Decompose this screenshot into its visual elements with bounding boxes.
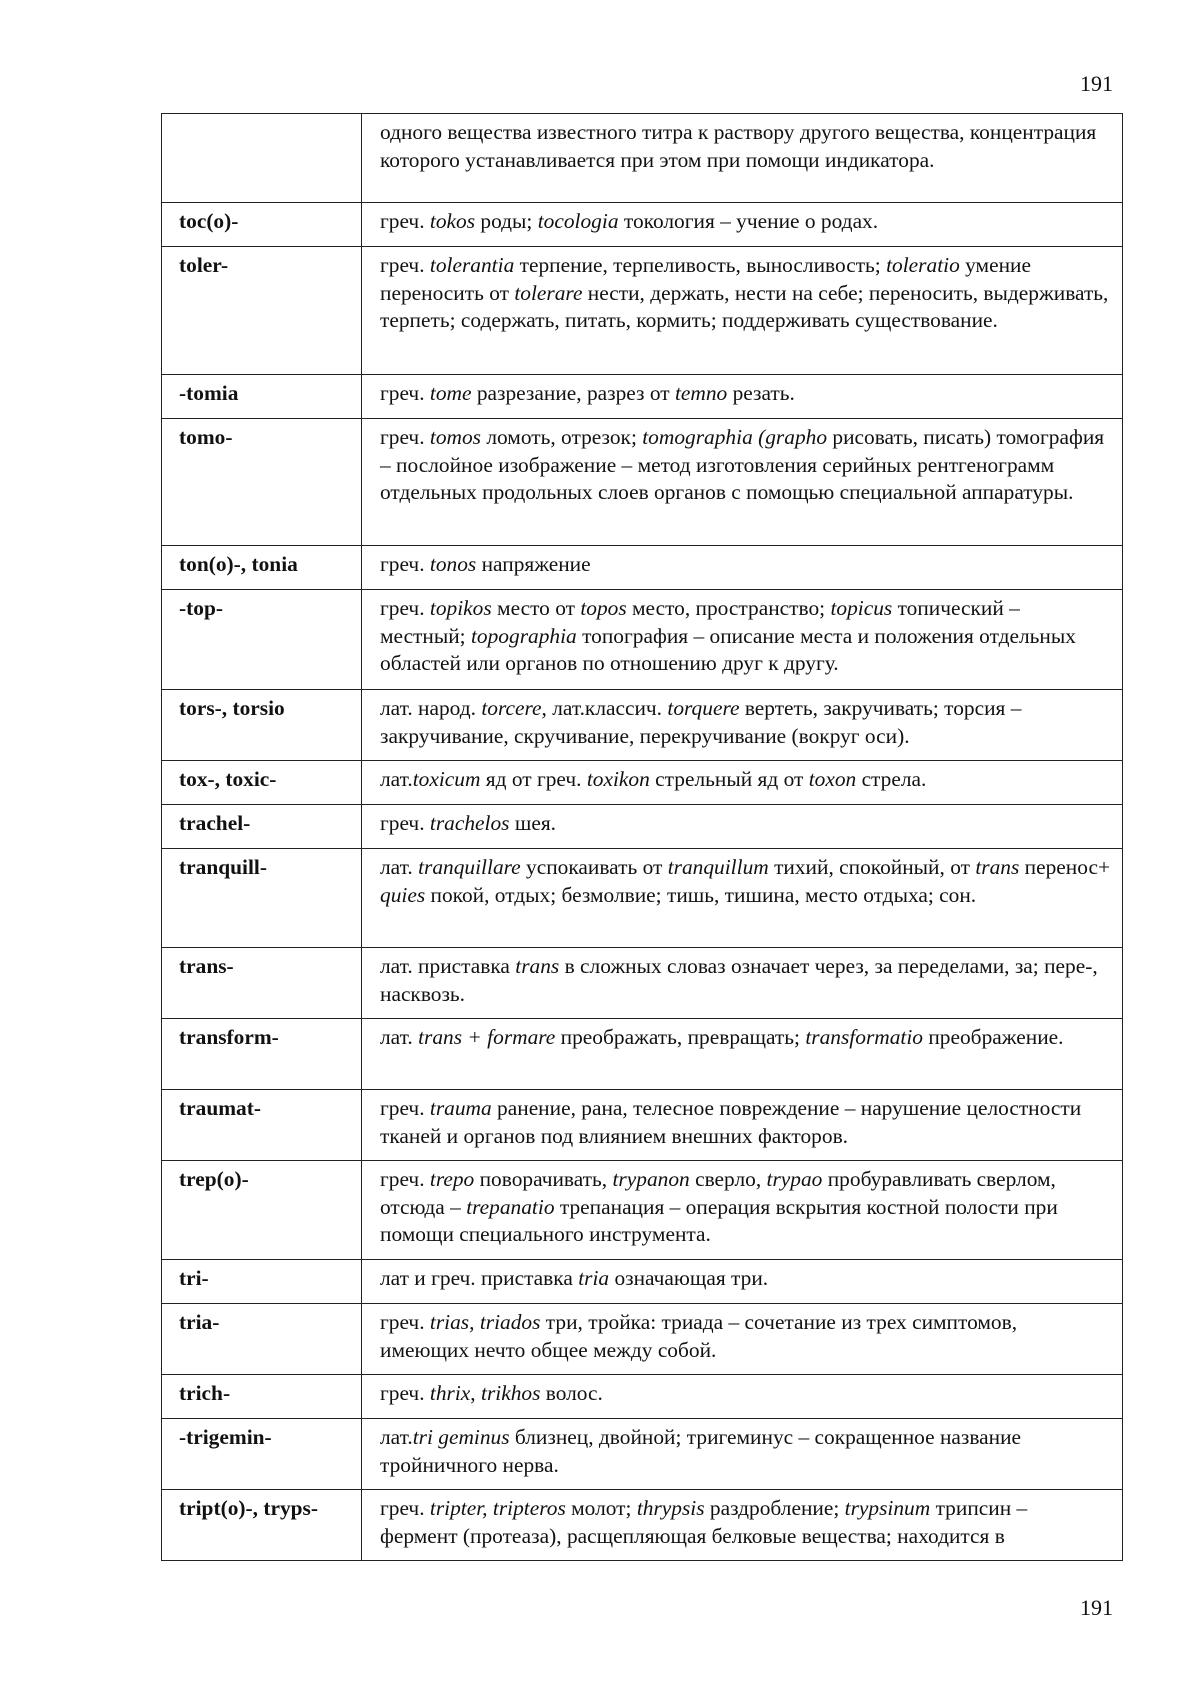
definition-text: преображать, превращать; xyxy=(555,1025,806,1049)
table-row xyxy=(162,1019,1123,1090)
entry-term: tri- xyxy=(162,1260,362,1304)
table-row xyxy=(162,1260,1123,1304)
definition-term-italic: temno xyxy=(674,381,728,405)
definition-term-italic: tranquillare xyxy=(418,855,521,879)
definition-term-italic: trikhos xyxy=(481,1381,541,1405)
definition-term-italic: transformatio xyxy=(805,1025,923,1049)
definition-term-italic: trias, triados xyxy=(429,1310,541,1334)
definition-term-italic: torquere xyxy=(667,696,740,720)
definition-text: успокаивать от xyxy=(520,855,668,879)
definition-term-italic: tripter, tripteros xyxy=(429,1496,566,1520)
table-row xyxy=(162,419,1123,546)
definition-term-italic: topos xyxy=(580,596,627,620)
definition-term-italic: trypanon xyxy=(612,1167,690,1191)
definition-term-italic: trypao xyxy=(766,1167,823,1191)
definition-term-italic: thrypsis xyxy=(636,1496,705,1520)
definition-term-italic: tome xyxy=(429,381,472,405)
definition-text: разрезание, разрез от xyxy=(471,381,675,405)
definition-term-italic: topikos xyxy=(429,596,492,620)
definition-text: покой, отдых; безмолвие; тишь, тишина, место отдыха; сон. xyxy=(425,882,977,907)
definition-text: лат. приставка xyxy=(380,954,516,978)
definition-term-italic: tria xyxy=(578,1266,610,1290)
definition-text: три, тройка: триада – сочетание из трех симптомов, имеющих нечто общее между собой. xyxy=(380,1310,1018,1362)
entry-definition xyxy=(362,247,1123,375)
definition-text: , xyxy=(470,1381,481,1405)
definition-text: греч. xyxy=(380,1310,430,1334)
entry-term: tox-, toxic- xyxy=(162,761,362,805)
definition-text: стрельный яд от xyxy=(649,767,809,791)
definition-text: место от xyxy=(491,596,581,620)
table-row xyxy=(162,948,1123,1019)
definition-text: сверло, xyxy=(689,1167,767,1191)
definition-text: греч. xyxy=(380,1381,430,1405)
definition-text: лат. xyxy=(380,855,419,879)
entry-definition xyxy=(362,1161,1123,1260)
entry-definition xyxy=(362,419,1123,546)
definition-text: греч. xyxy=(380,552,430,576)
entry-term: tranquill- xyxy=(162,849,362,948)
definition-text: греч. xyxy=(380,253,430,277)
table-row xyxy=(162,1419,1123,1490)
entry-definition xyxy=(362,546,1123,590)
entry-term: traumat- xyxy=(162,1090,362,1161)
definition-text: греч. xyxy=(380,381,430,405)
entry-term: trich- xyxy=(162,1375,362,1419)
definition-text: лат. xyxy=(380,1425,413,1449)
table-row xyxy=(162,1090,1123,1161)
entry-definition xyxy=(362,948,1123,1019)
definition-term-italic: tocologia xyxy=(537,209,619,233)
definition-text: лат. народ. xyxy=(380,696,482,720)
definition-text: топография – описание места и положения отдельных областей или органов по отношению друг к другу. xyxy=(380,623,1076,676)
page-number-bottom: 191 xyxy=(1080,1595,1113,1620)
definition-text: токология – учение о родах. xyxy=(618,209,879,233)
definition-text: раздробление; xyxy=(704,1496,845,1520)
definition-term-italic: tomographia (grapho xyxy=(642,425,828,449)
definition-text: резать. xyxy=(727,381,795,405)
definition-term-italic: trepanatio xyxy=(466,1194,555,1219)
entry-term: -tomia xyxy=(162,375,362,419)
entry-definition xyxy=(362,590,1123,690)
definition-term-italic: tomos xyxy=(429,425,481,449)
definition-text: топический – местный; xyxy=(380,596,1020,648)
definition-text: преображение. xyxy=(923,1025,1064,1049)
entry-definition xyxy=(362,1090,1123,1161)
definition-text: стрела. xyxy=(856,767,927,791)
definition-text: ранение, рана, телесное повреждение – нарушение целостности тканей и органов под влиянием внешних факторов. xyxy=(380,1096,1082,1148)
definition-term-italic: trepo xyxy=(429,1167,475,1191)
definition-text: тихий, спокойный, от xyxy=(768,855,976,879)
entry-term: tomo- xyxy=(162,419,362,546)
definition-text: одного вещества известного титра к раствору другого вещества, концентрация которого устанавливается при этом при помощи индикатора. xyxy=(380,120,1097,172)
entry-definition xyxy=(362,1490,1123,1561)
definition-term-italic: tonos xyxy=(429,552,477,576)
definition-term-italic: topicus xyxy=(830,596,893,620)
definition-text: терпение, терпеливость, выносливость; xyxy=(514,253,887,277)
definition-text: место, пространство; xyxy=(626,596,831,620)
definition-text: нести, держать, нести на себе; переносить, выдерживать, терпеть; содержать, питать, кормить; поддерживать существование. xyxy=(380,280,1109,333)
definition-text: волос. xyxy=(540,1381,603,1405)
definition-text: лат. xyxy=(380,767,413,791)
definition-text: рисовать, писать) томография – послойное изображение – метод изготовления серийных рентгенограмм отдельных продольных слоев органов с помощью специальной аппаратуры. xyxy=(380,425,1105,505)
definition-term-italic: tolerare xyxy=(514,280,583,305)
entry-definition xyxy=(362,1304,1123,1375)
table-row xyxy=(162,114,1123,203)
definition-text: лат и греч. приставка xyxy=(380,1266,579,1290)
definition-text: греч. xyxy=(380,811,430,835)
table-row xyxy=(162,247,1123,375)
definition-term-italic: toleratio xyxy=(886,253,960,277)
definition-term-italic: trypsinum xyxy=(844,1496,931,1520)
definition-text: в сложных словаз означает через, за переделами, за; пере-, насквозь. xyxy=(380,954,1098,1006)
table-row xyxy=(162,690,1123,761)
definition-text: трепанация – операция вскрытия костной полости при помощи специального инструмента. xyxy=(380,1194,1058,1247)
definition-text: , лат.классич. xyxy=(541,696,668,720)
entry-definition xyxy=(362,690,1123,761)
definition-term-italic: topographia xyxy=(470,623,577,648)
definition-text: означающая три. xyxy=(609,1266,769,1290)
entry-term: tript(o)-, tryps- xyxy=(162,1490,362,1561)
entry-term: toler- xyxy=(162,247,362,375)
table-row xyxy=(162,203,1123,247)
definition-text: напряжение xyxy=(476,552,591,576)
entry-definition xyxy=(362,761,1123,805)
definition-text: роды; xyxy=(475,209,538,233)
definition-term-italic: tranquillum xyxy=(667,855,769,879)
entry-term: trachel- xyxy=(162,805,362,849)
table-row xyxy=(162,805,1123,849)
definition-text: пробуравливать сверлом, отсюда – xyxy=(380,1167,1056,1219)
definition-term-italic: toxon xyxy=(808,767,857,791)
definition-text: трипсин – фермент (протеаза), расщепляющая белковые вещества; находится в xyxy=(380,1496,1028,1548)
definition-text: близнец, двойной; тригеминус – сокращенное название тройничного нерва. xyxy=(380,1425,1022,1477)
table-row xyxy=(162,375,1123,419)
definition-text: ломоть, отрезок; xyxy=(481,425,643,449)
definition-text: вертеть, закручивать; торсия – закручивание, скручивание, перекручивание (вокруг оси). xyxy=(380,696,1022,748)
entry-term: ton(o)-, tonia xyxy=(162,546,362,590)
table-row xyxy=(162,590,1123,690)
definition-text: греч. xyxy=(380,1496,430,1520)
entry-term xyxy=(162,114,362,203)
entry-term: -trigemin- xyxy=(162,1419,362,1490)
definition-text: поворачивать, xyxy=(474,1167,613,1191)
table-row xyxy=(162,761,1123,805)
definition-text: молот; xyxy=(565,1496,637,1520)
entry-definition xyxy=(362,203,1123,247)
entry-definition xyxy=(362,1260,1123,1304)
definition-term-italic: trans xyxy=(515,954,560,978)
definition-text: шея. xyxy=(509,811,556,835)
definition-term-italic: trans + formare xyxy=(418,1025,556,1049)
entry-term: tors-, torsio xyxy=(162,690,362,761)
definition-text: перенос+ xyxy=(1019,855,1111,879)
definition-term-italic: torcere xyxy=(481,696,542,720)
entry-definition xyxy=(362,114,1123,203)
definition-text: греч. xyxy=(380,209,430,233)
definition-text: яд от греч. xyxy=(480,767,587,791)
table-row xyxy=(162,1490,1123,1561)
definition-term-italic: trans xyxy=(975,855,1020,879)
entry-term: transform- xyxy=(162,1019,362,1090)
definition-term-italic: quies xyxy=(380,882,426,907)
table-row xyxy=(162,1161,1123,1260)
definition-text: греч. xyxy=(380,425,430,449)
entry-definition xyxy=(362,805,1123,849)
page-number-top: 191 xyxy=(1080,71,1113,96)
table-row xyxy=(162,1304,1123,1375)
definition-text: умение переносить от xyxy=(380,253,1031,305)
definition-term-italic: tokos xyxy=(429,209,476,233)
definition-term-italic: trauma xyxy=(429,1096,492,1120)
entry-term: trans- xyxy=(162,948,362,1019)
definition-term-italic: toxikon xyxy=(586,767,650,791)
definition-text: греч. xyxy=(380,1096,430,1120)
table-row xyxy=(162,546,1123,590)
entry-definition xyxy=(362,1375,1123,1419)
definition-term-italic: toxicum xyxy=(412,767,481,791)
entry-definition xyxy=(362,849,1123,948)
entry-term: -top- xyxy=(162,590,362,690)
table-row xyxy=(162,849,1123,948)
entry-definition xyxy=(362,1019,1123,1090)
definition-text: лат. xyxy=(380,1025,419,1049)
entry-definition xyxy=(362,375,1123,419)
definition-text: греч. xyxy=(380,1167,430,1191)
definition-text: греч. xyxy=(380,596,430,620)
entry-term: toc(o)- xyxy=(162,203,362,247)
dictionary-table xyxy=(161,113,1123,1561)
definition-term-italic: tolerantia xyxy=(429,253,515,277)
entry-term: trep(o)- xyxy=(162,1161,362,1260)
definition-term-italic: tri geminus xyxy=(412,1425,510,1449)
dictionary-body xyxy=(162,114,1123,1561)
definition-term-italic: thrix xyxy=(429,1381,471,1405)
table-row xyxy=(162,1375,1123,1419)
entry-definition xyxy=(362,1419,1123,1490)
definition-term-italic: trachelos xyxy=(429,811,510,835)
entry-term: tria- xyxy=(162,1304,362,1375)
